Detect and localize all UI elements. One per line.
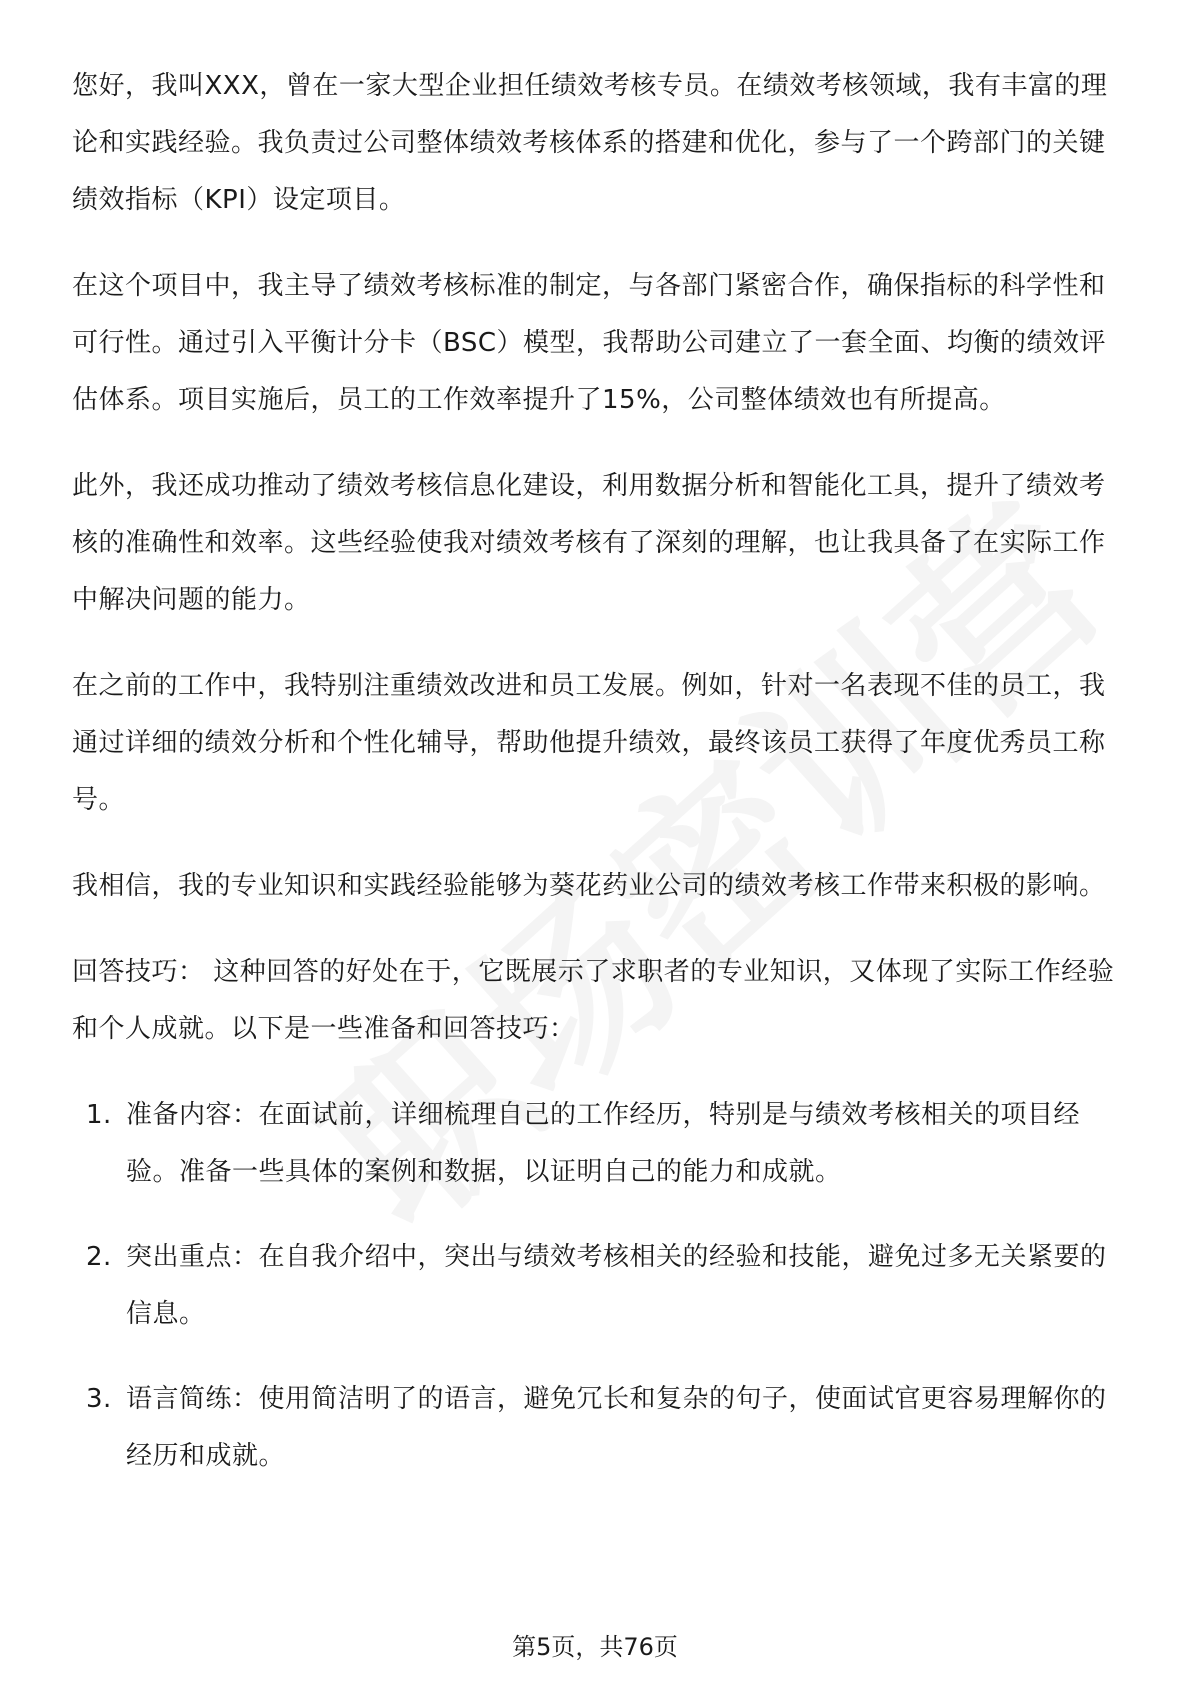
tips-list [72,1087,1122,1485]
paragraph-intro: 您好，我叫XXX，曾在一家大型企业担任绩效考核专员。在绩效考核领域，我有丰富的理论和实践经验。我负责过公司整体绩效考核体系的搭建和优化，参与了一个跨部门的关键绩效指标（KPI）设定项目。 [72,71,1108,215]
list-item [72,1371,1122,1485]
list-item-text: 语言简练：使用简洁明了的语言，避免冗长和复杂的句子，使面试官更容易理解你的经历和成就。 [126,1384,1107,1471]
paragraph-closing: 我相信，我的专业知识和实践经验能够为葵花药业公司的绩效考核工作带来积极的影响。 [72,871,1106,901]
list-item-text: 准备内容：在面试前，详细梳理自己的工作经历，特别是与绩效考核相关的项目经验。准备一些具体的案例和数据，以证明自己的能力和成就。 [126,1100,1081,1187]
list-item [72,1229,1122,1343]
document-body [72,58,1122,1513]
paragraph-answer-tips: 回答技巧： 这种回答的好处在于，它既展示了求职者的专业知识，又体现了实际工作经验和个人成就。以下是一些准备和回答技巧： [72,957,1115,1044]
list-item-number: 3. [86,1384,112,1414]
list-item-number: 1. [86,1100,112,1130]
list-item-text: 突出重点：在自我介绍中，突出与绩效考核相关的经验和技能，避免过多无关紧要的信息。 [126,1242,1107,1329]
list-item [72,1087,1122,1201]
paragraph-employee-development: 在之前的工作中，我特别注重绩效改进和员工发展。例如，针对一名表现不佳的员工，我通过详细的绩效分析和个性化辅导，帮助他提升绩效，最终该员工获得了年度优秀员工称号。 [72,671,1106,815]
list-item-number: 2. [86,1242,112,1272]
page-number-footer: 第5页，共76页 [512,1633,678,1661]
paragraph-project: 在这个项目中，我主导了绩效考核标准的制定，与各部门紧密合作，确保指标的科学性和可行性。通过引入平衡计分卡（BSC）模型，我帮助公司建立了一套全面、均衡的绩效评估体系。项目实施后，员工的工作效率提升了15%，公司整体绩效也有所提高。 [72,271,1107,415]
paragraph-informatization: 此外，我还成功推动了绩效考核信息化建设，利用数据分析和智能化工具，提升了绩效考核的准确性和效率。这些经验使我对绩效考核有了深刻的理解，也让我具备了在实际工作中解决问题的能力。 [72,471,1106,615]
